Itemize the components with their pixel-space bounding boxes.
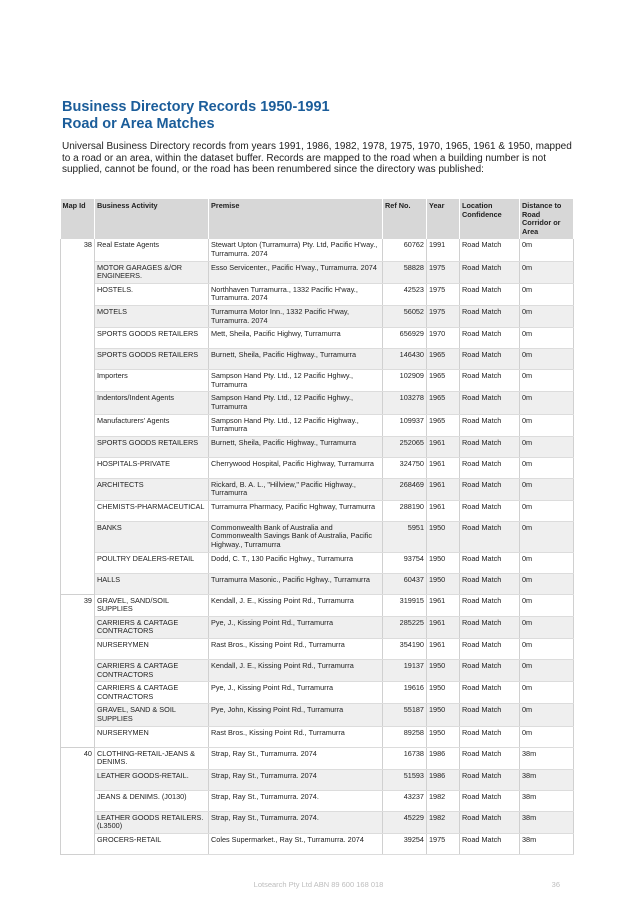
cell-ref-no: 55187 bbox=[383, 704, 427, 726]
cell-location-confidence: Road Match bbox=[460, 704, 520, 726]
cell-business-activity: Real Estate Agents bbox=[95, 239, 209, 261]
cell-ref-no: 102909 bbox=[383, 370, 427, 392]
table-row bbox=[61, 811, 574, 833]
cell-map-id bbox=[61, 261, 95, 283]
cell-distance: 0m bbox=[520, 283, 574, 305]
table-row bbox=[61, 349, 574, 370]
cell-year: 1970 bbox=[427, 328, 460, 349]
cell-distance: 0m bbox=[520, 239, 574, 261]
cell-premise: Sampson Hand Pty. Ltd., 12 Pacific Highway., Turramurra bbox=[209, 414, 383, 436]
cell-premise: Strap, Ray St., Turramurra. 2074 bbox=[209, 747, 383, 769]
table-row bbox=[61, 726, 574, 747]
header-location-confidence: Location Confidence bbox=[460, 199, 520, 239]
table-row bbox=[61, 594, 574, 616]
cell-year: 1950 bbox=[427, 521, 460, 552]
table-row bbox=[61, 500, 574, 521]
cell-year: 1961 bbox=[427, 436, 460, 457]
cell-ref-no: 16738 bbox=[383, 747, 427, 769]
cell-map-id bbox=[61, 573, 95, 594]
cell-location-confidence: Road Match bbox=[460, 478, 520, 500]
cell-map-id bbox=[61, 328, 95, 349]
cell-business-activity: MOTOR GARAGES &/OR ENGINEERS. bbox=[95, 261, 209, 283]
cell-distance: 0m bbox=[520, 457, 574, 478]
cell-business-activity: CLOTHING-RETAIL-JEANS & DENIMS. bbox=[95, 747, 209, 769]
heading-title: Business Directory Records 1950-1991 bbox=[62, 99, 330, 115]
cell-location-confidence: Road Match bbox=[460, 769, 520, 790]
cell-map-id bbox=[61, 370, 95, 392]
cell-year: 1975 bbox=[427, 283, 460, 305]
cell-business-activity: CARRIERS & CARTAGE CONTRACTORS bbox=[95, 616, 209, 638]
cell-business-activity: Manufacturers' Agents bbox=[95, 414, 209, 436]
cell-ref-no: 103278 bbox=[383, 392, 427, 414]
cell-year: 1986 bbox=[427, 747, 460, 769]
cell-year: 1950 bbox=[427, 573, 460, 594]
cell-distance: 0m bbox=[520, 305, 574, 327]
cell-location-confidence: Road Match bbox=[460, 811, 520, 833]
cell-ref-no: 51593 bbox=[383, 769, 427, 790]
cell-ref-no: 56052 bbox=[383, 305, 427, 327]
cell-premise: Strap, Ray St., Turramurra. 2074. bbox=[209, 811, 383, 833]
cell-business-activity: MOTELS bbox=[95, 305, 209, 327]
table-row bbox=[61, 414, 574, 436]
header-distance: Distance to Road Corridor or Area bbox=[520, 199, 574, 239]
cell-location-confidence: Road Match bbox=[460, 616, 520, 638]
cell-distance: 0m bbox=[520, 500, 574, 521]
cell-ref-no: 319915 bbox=[383, 594, 427, 616]
cell-distance: 0m bbox=[520, 521, 574, 552]
cell-year: 1982 bbox=[427, 811, 460, 833]
table-row bbox=[61, 521, 574, 552]
cell-premise: Mett, Sheila, Pacific Highwy, Turramurra bbox=[209, 328, 383, 349]
cell-map-id bbox=[61, 305, 95, 327]
cell-distance: 0m bbox=[520, 639, 574, 660]
cell-location-confidence: Road Match bbox=[460, 500, 520, 521]
cell-year: 1950 bbox=[427, 552, 460, 573]
cell-year: 1950 bbox=[427, 660, 460, 682]
cell-ref-no: 42523 bbox=[383, 283, 427, 305]
cell-ref-no: 93754 bbox=[383, 552, 427, 573]
cell-distance: 38m bbox=[520, 747, 574, 769]
cell-distance: 0m bbox=[520, 682, 574, 704]
cell-premise: Turramurra Masonic., Pacific Hghwy., Turramurra bbox=[209, 573, 383, 594]
table-row bbox=[61, 833, 574, 854]
cell-premise: Burnett, Sheila, Pacific Highway., Turramurra bbox=[209, 436, 383, 457]
cell-location-confidence: Road Match bbox=[460, 726, 520, 747]
cell-premise: Pye, J., Kissing Point Rd., Turramurra bbox=[209, 682, 383, 704]
cell-map-id bbox=[61, 349, 95, 370]
cell-map-id bbox=[61, 500, 95, 521]
cell-ref-no: 60437 bbox=[383, 573, 427, 594]
cell-year: 1961 bbox=[427, 478, 460, 500]
footer-company: Lotsearch Pty Ltd ABN 89 600 168 018 bbox=[253, 880, 384, 889]
cell-map-id bbox=[61, 769, 95, 790]
cell-business-activity: GROCERS-RETAIL bbox=[95, 833, 209, 854]
cell-location-confidence: Road Match bbox=[460, 414, 520, 436]
table-row bbox=[61, 682, 574, 704]
cell-premise: Coles Supermarket., Ray St., Turramurra. 2074 bbox=[209, 833, 383, 854]
cell-premise: Rast Bros., Kissing Point Rd., Turramurra bbox=[209, 726, 383, 747]
header-premise: Premise bbox=[209, 199, 383, 239]
cell-business-activity: ARCHITECTS bbox=[95, 478, 209, 500]
cell-location-confidence: Road Match bbox=[460, 328, 520, 349]
cell-distance: 0m bbox=[520, 616, 574, 638]
cell-distance: 38m bbox=[520, 769, 574, 790]
cell-ref-no: 324750 bbox=[383, 457, 427, 478]
table-body bbox=[61, 239, 574, 854]
cell-premise: Pye, John, Kissing Point Rd., Turramurra bbox=[209, 704, 383, 726]
cell-business-activity: NURSERYMEN bbox=[95, 726, 209, 747]
cell-premise: Northhaven Turramurra., 1332 Pacific H'way., Turramurra. 2074 bbox=[209, 283, 383, 305]
header-business-activity: Business Activity bbox=[95, 199, 209, 239]
cell-year: 1986 bbox=[427, 769, 460, 790]
cell-year: 1965 bbox=[427, 414, 460, 436]
table-row bbox=[61, 457, 574, 478]
cell-distance: 0m bbox=[520, 349, 574, 370]
cell-business-activity: Indentors/Indent Agents bbox=[95, 392, 209, 414]
table-row bbox=[61, 283, 574, 305]
cell-location-confidence: Road Match bbox=[460, 682, 520, 704]
cell-year: 1950 bbox=[427, 704, 460, 726]
cell-location-confidence: Road Match bbox=[460, 521, 520, 552]
cell-ref-no: 19616 bbox=[383, 682, 427, 704]
cell-year: 1965 bbox=[427, 349, 460, 370]
cell-distance: 0m bbox=[520, 726, 574, 747]
cell-map-id bbox=[61, 283, 95, 305]
cell-distance: 0m bbox=[520, 704, 574, 726]
cell-location-confidence: Road Match bbox=[460, 660, 520, 682]
cell-distance: 0m bbox=[520, 414, 574, 436]
cell-business-activity: CARRIERS & CARTAGE CONTRACTORS bbox=[95, 660, 209, 682]
cell-map-id bbox=[61, 790, 95, 811]
cell-map-id: 40 bbox=[61, 747, 95, 769]
cell-business-activity: LEATHER GOODS-RETAIL. bbox=[95, 769, 209, 790]
table-row bbox=[61, 660, 574, 682]
cell-map-id bbox=[61, 682, 95, 704]
cell-business-activity: GRAVEL, SAND & SOIL SUPPLIES bbox=[95, 704, 209, 726]
cell-premise: Kendall, J. E., Kissing Point Rd., Turramurra bbox=[209, 594, 383, 616]
cell-distance: 0m bbox=[520, 594, 574, 616]
cell-ref-no: 5951 bbox=[383, 521, 427, 552]
cell-premise: Stewart Upton (Turramurra) Pty. Ltd, Pacific H'way., Turramurra. 2074 bbox=[209, 239, 383, 261]
cell-year: 1961 bbox=[427, 500, 460, 521]
cell-distance: 38m bbox=[520, 833, 574, 854]
cell-year: 1975 bbox=[427, 305, 460, 327]
cell-ref-no: 60762 bbox=[383, 239, 427, 261]
cell-location-confidence: Road Match bbox=[460, 833, 520, 854]
cell-premise: Turramurra Pharmacy, Pacific Hghway, Turramurra bbox=[209, 500, 383, 521]
cell-map-id bbox=[61, 616, 95, 638]
table-row bbox=[61, 790, 574, 811]
cell-premise: Turramurra Motor Inn., 1332 Pacific H'way, Turramurra. 2074 bbox=[209, 305, 383, 327]
cell-map-id bbox=[61, 478, 95, 500]
cell-year: 1975 bbox=[427, 261, 460, 283]
cell-business-activity: CHEMISTS-PHARMACEUTICAL bbox=[95, 500, 209, 521]
cell-year: 1961 bbox=[427, 457, 460, 478]
cell-ref-no: 43237 bbox=[383, 790, 427, 811]
cell-business-activity: HALLS bbox=[95, 573, 209, 594]
cell-year: 1965 bbox=[427, 370, 460, 392]
cell-business-activity: POULTRY DEALERS-RETAIL bbox=[95, 552, 209, 573]
cell-business-activity: GRAVEL, SAND/SOIL SUPPLIES bbox=[95, 594, 209, 616]
cell-ref-no: 268469 bbox=[383, 478, 427, 500]
cell-ref-no: 109937 bbox=[383, 414, 427, 436]
cell-distance: 0m bbox=[520, 370, 574, 392]
cell-business-activity: SPORTS GOODS RETAILERS bbox=[95, 436, 209, 457]
cell-premise: Sampson Hand Pty. Ltd., 12 Pacific Hghwy., Turramurra bbox=[209, 392, 383, 414]
cell-map-id: 38 bbox=[61, 239, 95, 261]
cell-premise: Strap, Ray St., Turramurra. 2074 bbox=[209, 769, 383, 790]
cell-premise: Esso Servicenter., Pacific H'way., Turramurra. 2074 bbox=[209, 261, 383, 283]
cell-premise: Dodd, C. T., 130 Pacific Hghwy., Turramurra bbox=[209, 552, 383, 573]
cell-map-id bbox=[61, 414, 95, 436]
header-year: Year bbox=[427, 199, 460, 239]
cell-year: 1961 bbox=[427, 616, 460, 638]
table-row bbox=[61, 305, 574, 327]
footer-page-number: 36 bbox=[551, 880, 560, 889]
table-row bbox=[61, 704, 574, 726]
cell-business-activity: BANKS bbox=[95, 521, 209, 552]
cell-ref-no: 285225 bbox=[383, 616, 427, 638]
cell-location-confidence: Road Match bbox=[460, 747, 520, 769]
cell-distance: 0m bbox=[520, 328, 574, 349]
cell-business-activity: SPORTS GOODS RETAILERS bbox=[95, 328, 209, 349]
cell-location-confidence: Road Match bbox=[460, 283, 520, 305]
cell-map-id bbox=[61, 726, 95, 747]
cell-year: 1961 bbox=[427, 594, 460, 616]
cell-location-confidence: Road Match bbox=[460, 305, 520, 327]
cell-year: 1991 bbox=[427, 239, 460, 261]
cell-business-activity: HOSPITALS-PRIVATE bbox=[95, 457, 209, 478]
cell-map-id bbox=[61, 704, 95, 726]
cell-location-confidence: Road Match bbox=[460, 639, 520, 660]
cell-distance: 0m bbox=[520, 573, 574, 594]
cell-map-id bbox=[61, 639, 95, 660]
table-header-row bbox=[61, 199, 574, 239]
cell-premise: Kendall, J. E., Kissing Point Rd., Turramurra bbox=[209, 660, 383, 682]
cell-premise: Rast Bros., Kissing Point Rd., Turramurra bbox=[209, 639, 383, 660]
cell-location-confidence: Road Match bbox=[460, 349, 520, 370]
table-row bbox=[61, 552, 574, 573]
cell-year: 1950 bbox=[427, 682, 460, 704]
table-row bbox=[61, 616, 574, 638]
table-row bbox=[61, 769, 574, 790]
cell-year: 1961 bbox=[427, 639, 460, 660]
cell-premise: Strap, Ray St., Turramurra. 2074. bbox=[209, 790, 383, 811]
table-row bbox=[61, 639, 574, 660]
table-row bbox=[61, 478, 574, 500]
cell-business-activity: Importers bbox=[95, 370, 209, 392]
cell-map-id bbox=[61, 552, 95, 573]
cell-location-confidence: Road Match bbox=[460, 573, 520, 594]
table-row bbox=[61, 328, 574, 349]
cell-location-confidence: Road Match bbox=[460, 239, 520, 261]
business-directory-table bbox=[60, 199, 574, 855]
table-row bbox=[61, 573, 574, 594]
table-row bbox=[61, 239, 574, 261]
cell-premise: Burnett, Sheila, Pacific Highway., Turramurra bbox=[209, 349, 383, 370]
cell-business-activity: CARRIERS & CARTAGE CONTRACTORS bbox=[95, 682, 209, 704]
cell-distance: 0m bbox=[520, 436, 574, 457]
heading-subtitle: Road or Area Matches bbox=[62, 116, 215, 132]
cell-business-activity: JEANS & DENIMS. (J0130) bbox=[95, 790, 209, 811]
cell-location-confidence: Road Match bbox=[460, 436, 520, 457]
cell-year: 1975 bbox=[427, 833, 460, 854]
table-row bbox=[61, 261, 574, 283]
cell-premise: Commonwealth Bank of Australia and Commonwealth Savings Bank of Australia, Pacific Highway., Turramurra bbox=[209, 521, 383, 552]
table-row bbox=[61, 392, 574, 414]
cell-ref-no: 45229 bbox=[383, 811, 427, 833]
cell-business-activity: SPORTS GOODS RETAILERS bbox=[95, 349, 209, 370]
cell-ref-no: 19137 bbox=[383, 660, 427, 682]
cell-ref-no: 39254 bbox=[383, 833, 427, 854]
cell-business-activity: LEATHER GOODS RETAILERS. (L3500) bbox=[95, 811, 209, 833]
cell-location-confidence: Road Match bbox=[460, 594, 520, 616]
cell-business-activity: NURSERYMEN bbox=[95, 639, 209, 660]
cell-map-id bbox=[61, 457, 95, 478]
cell-ref-no: 89258 bbox=[383, 726, 427, 747]
cell-premise: Rickard, B. A. L., "Hillview," Pacific Highway., Turramurra bbox=[209, 478, 383, 500]
cell-premise: Sampson Hand Pty. Ltd., 12 Pacific Hghwy., Turramurra bbox=[209, 370, 383, 392]
intro-paragraph: Universal Business Directory records from years 1991, 1986, 1982, 1978, 1975, 1970, 1965, 1961 & 1950, mapped to a road or an area, within the dataset buffer. Records are mapped to the road when a building number is not supplied, cannot be found, or the road has been renumbered since the directory was published: bbox=[62, 141, 572, 176]
cell-map-id bbox=[61, 811, 95, 833]
cell-map-id bbox=[61, 436, 95, 457]
table-row bbox=[61, 747, 574, 769]
cell-business-activity: HOSTELS. bbox=[95, 283, 209, 305]
cell-distance: 38m bbox=[520, 790, 574, 811]
cell-location-confidence: Road Match bbox=[460, 370, 520, 392]
cell-map-id bbox=[61, 833, 95, 854]
cell-distance: 0m bbox=[520, 261, 574, 283]
cell-ref-no: 146430 bbox=[383, 349, 427, 370]
cell-premise: Pye, J., Kissing Point Rd., Turramurra bbox=[209, 616, 383, 638]
table-row bbox=[61, 370, 574, 392]
cell-map-id bbox=[61, 660, 95, 682]
cell-map-id: 39 bbox=[61, 594, 95, 616]
cell-location-confidence: Road Match bbox=[460, 261, 520, 283]
header-map-id: Map Id bbox=[61, 199, 95, 239]
cell-location-confidence: Road Match bbox=[460, 457, 520, 478]
cell-year: 1950 bbox=[427, 726, 460, 747]
cell-ref-no: 656929 bbox=[383, 328, 427, 349]
cell-map-id bbox=[61, 392, 95, 414]
cell-map-id bbox=[61, 521, 95, 552]
cell-location-confidence: Road Match bbox=[460, 790, 520, 811]
cell-ref-no: 58828 bbox=[383, 261, 427, 283]
page-heading bbox=[62, 99, 330, 133]
cell-distance: 0m bbox=[520, 552, 574, 573]
cell-distance: 0m bbox=[520, 478, 574, 500]
header-ref-no: Ref No. bbox=[383, 199, 427, 239]
cell-distance: 0m bbox=[520, 660, 574, 682]
cell-distance: 0m bbox=[520, 392, 574, 414]
cell-premise: Cherrywood Hospital, Pacific Highway, Turramurra bbox=[209, 457, 383, 478]
table-row bbox=[61, 436, 574, 457]
cell-location-confidence: Road Match bbox=[460, 392, 520, 414]
cell-year: 1965 bbox=[427, 392, 460, 414]
cell-distance: 38m bbox=[520, 811, 574, 833]
cell-location-confidence: Road Match bbox=[460, 552, 520, 573]
cell-ref-no: 252065 bbox=[383, 436, 427, 457]
cell-year: 1982 bbox=[427, 790, 460, 811]
cell-ref-no: 288190 bbox=[383, 500, 427, 521]
cell-ref-no: 354190 bbox=[383, 639, 427, 660]
